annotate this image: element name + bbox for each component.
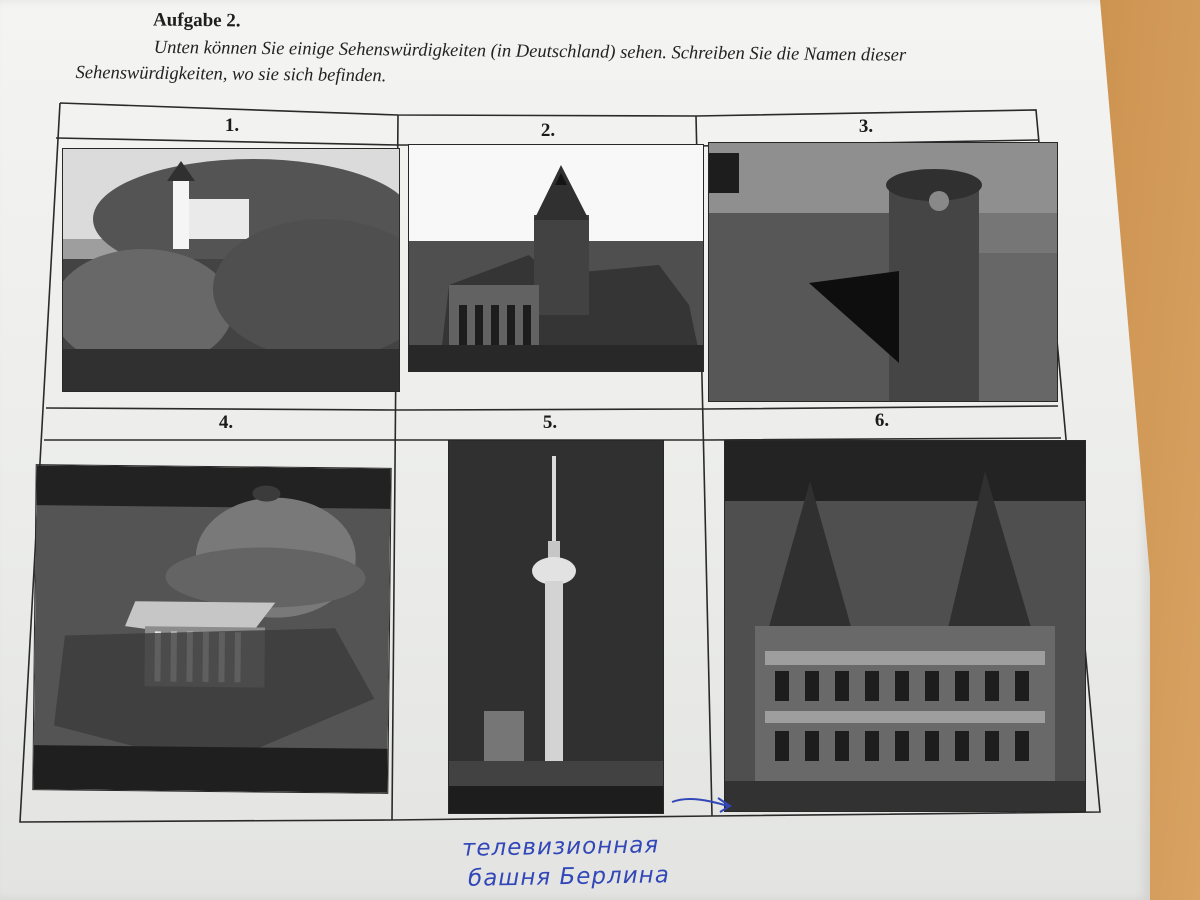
cell-number-6: 6. xyxy=(874,410,890,431)
photo-tv-tower xyxy=(448,440,664,814)
photo-cathedral xyxy=(408,144,704,372)
handwritten-answer-line1: телевизионная xyxy=(461,832,660,862)
photo-city-gate xyxy=(724,440,1086,812)
photo-brick-tower xyxy=(708,142,1058,402)
cell-number-3: 3. xyxy=(858,116,874,137)
photo-castle xyxy=(62,148,400,392)
photo-domed-building xyxy=(32,464,391,794)
cell-number-4: 4. xyxy=(218,412,234,433)
cell-number-2: 2. xyxy=(540,120,556,141)
task-instruction: Unten können Sie einige Sehenswürdigkeiten (in Deutschland) sehen. Schreiben Sie die Namen dieser Sehenswürdigkeiten, wo sie sich befinden. xyxy=(75,37,907,87)
cell-number-5: 5. xyxy=(542,412,558,433)
task-title: Aufgabe 2. xyxy=(152,9,241,32)
handwritten-answer-line2: башня Берлина xyxy=(467,862,671,892)
handwritten-arrow-icon xyxy=(668,790,738,820)
cell-number-1: 1. xyxy=(224,115,240,136)
